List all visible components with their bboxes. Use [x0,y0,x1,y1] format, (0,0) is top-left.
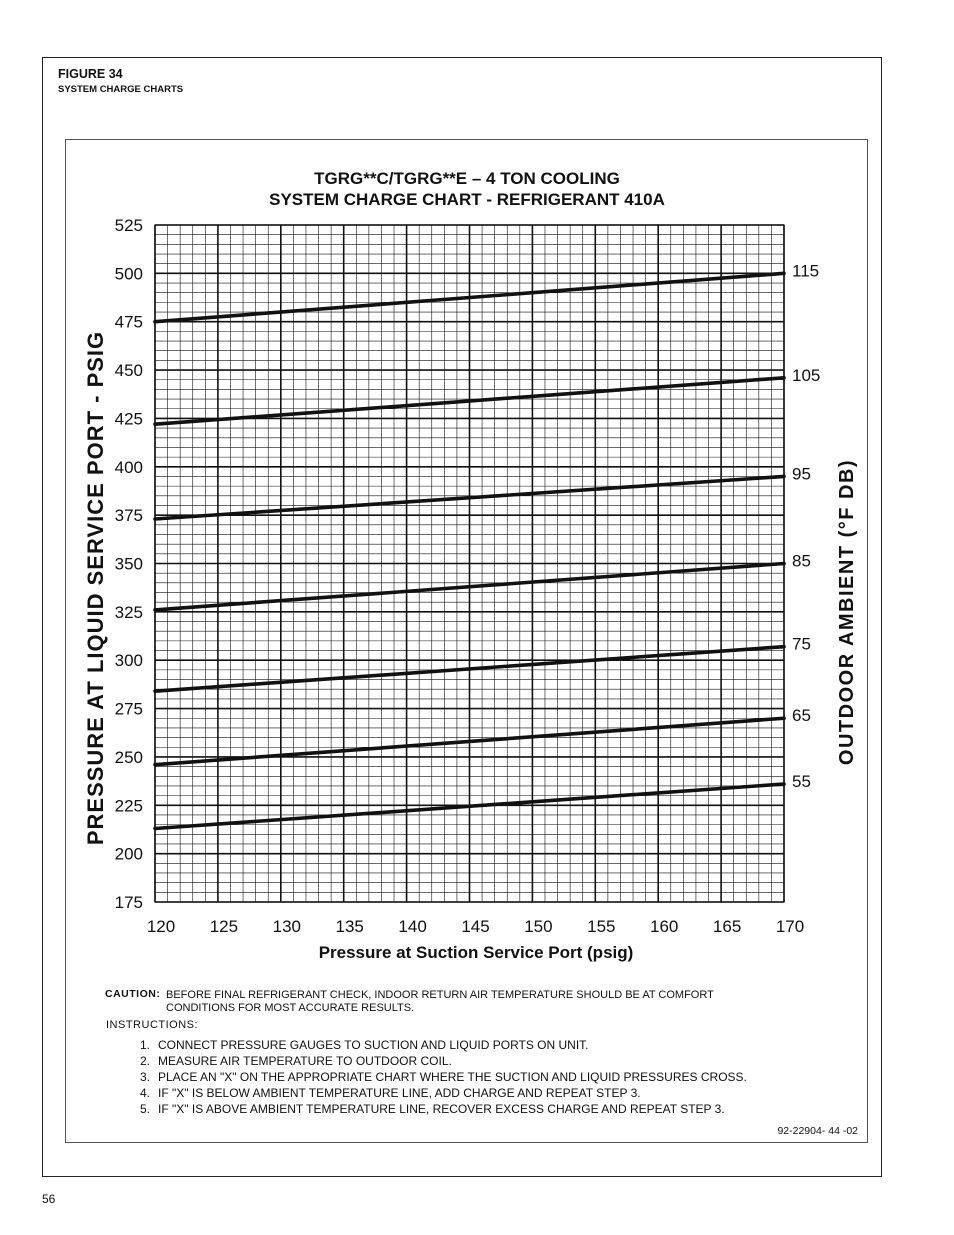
y-tick-label: 375 [114,506,143,526]
x-axis-label: Pressure at Suction Service Port (psig) [318,943,634,962]
figure-subtitle: SYSTEM CHARGE CHARTS [58,84,184,95]
instruction-item: 5. IF "X" IS ABOVE AMBIENT TEMPERATURE LINE, RECOVER EXCESS CHARGE AND REPEAT STEP 3. [140,1102,725,1116]
ambient-line-label: 75 [792,634,811,654]
instruction-item: 2. MEASURE AIR TEMPERATURE TO OUTDOOR COIL. [140,1054,452,1068]
y-tick-label: 275 [114,699,143,719]
grid [155,225,784,902]
x-tick-label: 155 [587,917,616,936]
x-tick-label: 170 [775,917,805,936]
x-tick-label: 125 [209,917,239,936]
x-tick-label: 140 [398,917,427,936]
ambient-line-label: 105 [792,365,821,385]
x-tick-label: 130 [272,917,301,936]
figure-label: FIGURE 34 [58,67,123,81]
page-number: 56 [42,1192,56,1206]
instruction-item: 1. CONNECT PRESSURE GAUGES TO SUCTION AND LIQUID PORTS ON UNIT. [140,1038,589,1052]
y-tick-label: 250 [114,747,143,767]
right-axis-label: OUTDOOR AMBIENT (°F DB) [836,458,858,766]
instructions-heading: INSTRUCTIONS: [106,1019,199,1031]
x-tick-label: 160 [650,917,679,936]
instruction-item: 4. IF "X" IS BELOW AMBIENT TEMPERATURE LINE, ADD CHARGE AND REPEAT STEP 3. [140,1086,641,1100]
x-tick-label: 135 [335,917,364,936]
y-tick-label: 300 [114,651,143,671]
y-tick-label: 500 [114,264,143,284]
caution-label: CAUTION: [105,988,161,1000]
y-tick-label: 200 [114,844,143,864]
chart-title-line2: SYSTEM CHARGE CHART - REFRIGERANT 410A [269,190,665,209]
y-tick-label: 525 [114,216,143,235]
y-tick-label: 450 [114,361,143,381]
x-tick-label: 120 [146,917,176,936]
y-axis-label: PRESSURE AT LIQUID SERVICE PORT - PSIG [83,330,108,846]
chart-title-line1: TGRG**C/TGRG**E – 4 TON COOLING [314,169,620,188]
x-tick-label: 165 [712,917,742,936]
y-tick-label: 325 [114,602,143,622]
y-tick-label: 400 [114,457,143,477]
document-number: 92-22904- 44 -02 [777,1125,858,1137]
caution-line2: CONDITIONS FOR MOST ACCURATE RESULTS. [166,1002,415,1014]
ambient-line-label: 85 [792,551,811,571]
caution-text [166,989,766,1015]
instruction-item: 3. PLACE AN "X" ON THE APPROPRIATE CHART WHERE THE SUCTION AND LIQUID PRESSURES CROSS. [140,1070,747,1084]
x-tick-label: 145 [461,917,490,936]
ambient-line-label: 95 [792,464,811,484]
ambient-line-label: 65 [792,706,811,726]
y-tick-label: 175 [114,893,143,912]
y-tick-label: 425 [114,409,143,429]
y-tick-label: 475 [114,312,143,332]
y-tick-label: 350 [114,554,143,574]
caution-line1: BEFORE FINAL REFRIGERANT CHECK, INDOOR RETURN AIR TEMPERATURE SHOULD BE AT COMFORT [166,989,714,1001]
ambient-line-label: 115 [792,261,820,281]
x-tick-label: 150 [524,917,553,936]
y-tick-label: 225 [114,796,143,816]
ambient-line-label: 55 [792,772,811,792]
